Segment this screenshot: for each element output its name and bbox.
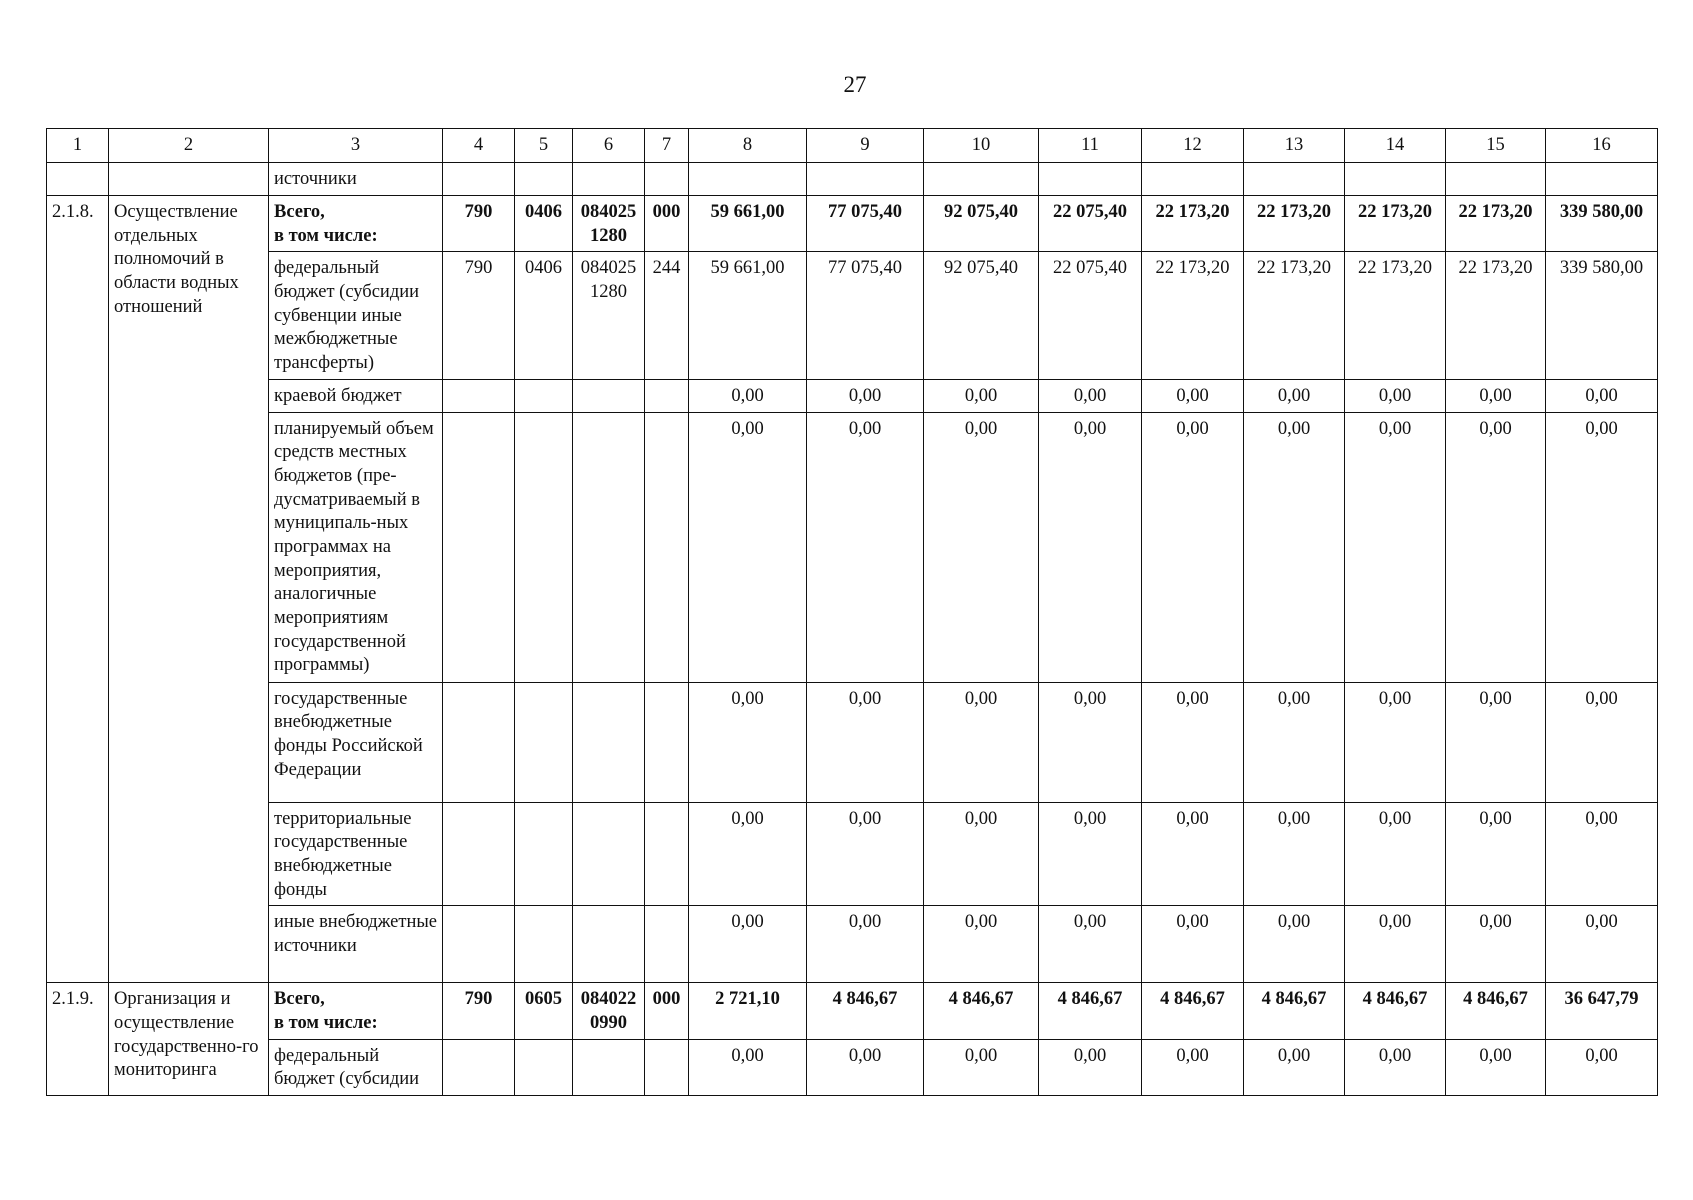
grbs-cell: 790 — [443, 196, 515, 252]
table-row — [47, 802, 1658, 906]
grbs-cell — [443, 412, 515, 682]
value-cell: 0,00 — [1039, 906, 1142, 983]
value-cell: 0,00 — [924, 1039, 1039, 1095]
cell-line: федеральный бюджет (субсидии — [274, 1045, 420, 1090]
value-cell: 22 075,40 — [1039, 252, 1142, 379]
table-cell — [109, 163, 269, 196]
value-cell: 0,00 — [1244, 682, 1345, 802]
csr-cell — [573, 1039, 645, 1095]
csr-cell — [573, 252, 645, 379]
table-cell — [573, 163, 645, 196]
value-cell: 0,00 — [1345, 906, 1446, 983]
value-cell: 0,00 — [1039, 802, 1142, 906]
value-cell: 0,00 — [1142, 379, 1244, 412]
rzpr-cell — [515, 682, 573, 802]
column-number: 1 — [47, 129, 109, 163]
grbs-cell — [443, 802, 515, 906]
csr-cell — [573, 379, 645, 412]
value-cell: 0,00 — [1039, 682, 1142, 802]
vr-cell — [645, 1039, 689, 1095]
table-cell — [924, 163, 1039, 196]
rzpr-cell — [515, 379, 573, 412]
value-cell: 0,00 — [1546, 412, 1658, 682]
cell-line: краевой бюджет — [274, 385, 402, 406]
value-cell: 0,00 — [924, 682, 1039, 802]
value-cell: 0,00 — [1345, 1039, 1446, 1095]
value-cell: 0,00 — [1142, 1039, 1244, 1095]
value-cell: 0,00 — [807, 682, 924, 802]
value-cell: 0,00 — [1446, 802, 1546, 906]
cell-line: государственные внебюджетные фонды Российской Федерации — [274, 688, 423, 780]
value-cell: 22 173,20 — [1345, 196, 1446, 252]
source-cell — [269, 906, 443, 983]
vr-cell — [645, 682, 689, 802]
grbs-cell — [443, 379, 515, 412]
csr-cell — [573, 983, 645, 1039]
value-cell: 4 846,67 — [1039, 983, 1142, 1039]
csr-cell — [573, 906, 645, 983]
value-cell: 0,00 — [1546, 802, 1658, 906]
vr-cell: 000 — [645, 983, 689, 1039]
value-cell: 0,00 — [924, 379, 1039, 412]
rzpr-cell: 0406 — [515, 196, 573, 252]
vr-cell: 000 — [645, 196, 689, 252]
cell-line: в том числе: — [274, 225, 378, 246]
column-number: 16 — [1546, 129, 1658, 163]
vr-cell — [645, 379, 689, 412]
source-cell — [269, 983, 443, 1039]
cell-line: Всего, — [274, 989, 325, 1010]
value-cell: 0,00 — [1345, 412, 1446, 682]
value-cell: 0,00 — [1142, 412, 1244, 682]
cell-line: Всего, — [274, 202, 325, 222]
cell-line: федеральный бюджет (субсидии субвенции иные межбюджетные трансферты) — [274, 258, 420, 374]
csr-cell — [573, 196, 645, 252]
value-cell: 0,00 — [807, 379, 924, 412]
rzpr-cell: 0605 — [515, 983, 573, 1039]
continuation-row — [47, 163, 1658, 196]
cell-line: 1280 — [590, 225, 627, 246]
table-row — [47, 1039, 1658, 1095]
rzpr-cell — [515, 906, 573, 983]
value-cell: 0,00 — [689, 1039, 807, 1095]
table-cell — [47, 163, 109, 196]
table-cell — [1039, 163, 1142, 196]
vr-cell: 244 — [645, 252, 689, 379]
column-number: 5 — [515, 129, 573, 163]
cell-line: 0990 — [590, 1013, 627, 1034]
value-cell: 0,00 — [1142, 802, 1244, 906]
value-cell: 0,00 — [689, 682, 807, 802]
value-cell: 0,00 — [1546, 1039, 1658, 1095]
table-row — [47, 379, 1658, 412]
value-cell: 22 173,20 — [1446, 252, 1546, 379]
value-cell: 77 075,40 — [807, 252, 924, 379]
table-row — [47, 252, 1658, 379]
value-cell: 92 075,40 — [924, 252, 1039, 379]
table-row — [47, 906, 1658, 983]
column-number: 8 — [689, 129, 807, 163]
value-cell: 0,00 — [807, 1039, 924, 1095]
value-cell: 0,00 — [1345, 802, 1446, 906]
value-cell: 0,00 — [1446, 379, 1546, 412]
column-number: 6 — [573, 129, 645, 163]
cell-line: иные внебюджетные источники — [274, 912, 437, 957]
source-cell — [269, 802, 443, 906]
rzpr-cell — [515, 802, 573, 906]
table-cell — [1446, 163, 1546, 196]
column-number: 11 — [1039, 129, 1142, 163]
column-number: 7 — [645, 129, 689, 163]
value-cell: 0,00 — [1244, 1039, 1345, 1095]
value-cell: 0,00 — [1039, 379, 1142, 412]
table-cell — [1546, 163, 1658, 196]
table-cell — [1244, 163, 1345, 196]
rzpr-cell: 0406 — [515, 252, 573, 379]
table-row — [47, 682, 1658, 802]
rzpr-cell — [515, 412, 573, 682]
value-cell: 0,00 — [1546, 379, 1658, 412]
value-cell: 339 580,00 — [1546, 196, 1658, 252]
value-cell: 22 173,20 — [1142, 252, 1244, 379]
rzpr-cell — [515, 1039, 573, 1095]
grbs-cell — [443, 682, 515, 802]
column-number: 2 — [109, 129, 269, 163]
value-cell: 0,00 — [1142, 906, 1244, 983]
page-number: 27 — [843, 72, 867, 97]
value-cell: 0,00 — [1345, 379, 1446, 412]
value-cell: 0,00 — [1039, 1039, 1142, 1095]
value-cell: 22 173,20 — [1446, 196, 1546, 252]
value-cell: 59 661,00 — [689, 196, 807, 252]
value-cell: 0,00 — [1446, 906, 1546, 983]
value-cell: 0,00 — [1244, 802, 1345, 906]
value-cell: 22 173,20 — [1345, 252, 1446, 379]
grbs-cell: 790 — [443, 983, 515, 1039]
table-row — [47, 983, 1658, 1039]
source-cell — [269, 196, 443, 252]
cell-line: в том числе: — [274, 1013, 378, 1034]
value-cell: 0,00 — [689, 379, 807, 412]
value-cell: 22 173,20 — [1244, 196, 1345, 252]
table-row — [47, 196, 1658, 252]
value-cell: 0,00 — [1039, 412, 1142, 682]
cell-line: планируемый объем средств местных бюджетов (пре-дусматриваемый в муниципаль-ных программах на мероприятия, аналогичные мероприятиям государственной программы) — [274, 418, 434, 676]
value-cell: 22 173,20 — [1142, 196, 1244, 252]
source-cell — [269, 682, 443, 802]
value-cell: 77 075,40 — [807, 196, 924, 252]
column-number: 3 — [269, 129, 443, 163]
budget-table — [46, 128, 1658, 1096]
table-cell — [645, 163, 689, 196]
value-cell: 22 173,20 — [1244, 252, 1345, 379]
csr-cell — [573, 412, 645, 682]
column-number: 9 — [807, 129, 924, 163]
table-cell — [1142, 163, 1244, 196]
item-name-cell: Организация и осуществление государственно-го мониторинга — [109, 983, 269, 1096]
table-cell — [1345, 163, 1446, 196]
value-cell: 0,00 — [689, 802, 807, 906]
value-cell: 0,00 — [924, 906, 1039, 983]
value-cell: 0,00 — [924, 412, 1039, 682]
table-cell — [515, 163, 573, 196]
column-number: 13 — [1244, 129, 1345, 163]
value-cell: 0,00 — [1546, 906, 1658, 983]
value-cell: 0,00 — [1244, 906, 1345, 983]
value-cell: 0,00 — [807, 906, 924, 983]
column-number: 12 — [1142, 129, 1244, 163]
source-cell: источники — [269, 163, 443, 196]
value-cell: 0,00 — [1546, 682, 1658, 802]
value-cell: 2 721,10 — [689, 983, 807, 1039]
source-cell — [269, 252, 443, 379]
item-number-cell: 2.1.8. — [47, 196, 109, 983]
table-cell — [689, 163, 807, 196]
vr-cell — [645, 906, 689, 983]
item-number-cell: 2.1.9. — [47, 983, 109, 1096]
value-cell: 36 647,79 — [1546, 983, 1658, 1039]
value-cell: 0,00 — [1446, 1039, 1546, 1095]
grbs-cell — [443, 906, 515, 983]
value-cell: 4 846,67 — [1142, 983, 1244, 1039]
item-name-cell: Осуществление отдельных полномочий в области водных отношений — [109, 196, 269, 983]
value-cell: 59 661,00 — [689, 252, 807, 379]
cell-line: 084025 — [580, 202, 637, 222]
column-number: 15 — [1446, 129, 1546, 163]
value-cell: 4 846,67 — [1345, 983, 1446, 1039]
value-cell: 0,00 — [689, 412, 807, 682]
grbs-cell: 790 — [443, 252, 515, 379]
value-cell: 0,00 — [924, 802, 1039, 906]
cell-line: территориальные государственные внебюджетные фонды — [274, 808, 412, 900]
value-cell: 0,00 — [1345, 682, 1446, 802]
table-cell — [807, 163, 924, 196]
vr-cell — [645, 412, 689, 682]
source-cell — [269, 1039, 443, 1095]
value-cell: 339 580,00 — [1546, 252, 1658, 379]
value-cell: 4 846,67 — [807, 983, 924, 1039]
csr-cell — [573, 802, 645, 906]
column-number: 10 — [924, 129, 1039, 163]
value-cell: 0,00 — [1142, 682, 1244, 802]
value-cell: 0,00 — [1244, 412, 1345, 682]
value-cell: 4 846,67 — [924, 983, 1039, 1039]
cell-line: 1280 — [590, 282, 627, 303]
value-cell: 0,00 — [1446, 412, 1546, 682]
value-cell: 0,00 — [1244, 379, 1345, 412]
table-row — [47, 412, 1658, 682]
value-cell: 92 075,40 — [924, 196, 1039, 252]
value-cell: 0,00 — [1446, 682, 1546, 802]
table-cell — [443, 163, 515, 196]
grbs-cell — [443, 1039, 515, 1095]
csr-cell — [573, 682, 645, 802]
source-cell — [269, 412, 443, 682]
value-cell: 4 846,67 — [1244, 983, 1345, 1039]
vr-cell — [645, 802, 689, 906]
value-cell: 4 846,67 — [1446, 983, 1546, 1039]
column-number: 4 — [443, 129, 515, 163]
source-cell — [269, 379, 443, 412]
value-cell: 22 075,40 — [1039, 196, 1142, 252]
value-cell: 0,00 — [689, 906, 807, 983]
column-number: 14 — [1345, 129, 1446, 163]
cell-line: 084025 — [580, 258, 637, 279]
column-number-row — [47, 129, 1658, 163]
cell-line: 084022 — [580, 989, 637, 1010]
value-cell: 0,00 — [807, 412, 924, 682]
value-cell: 0,00 — [807, 802, 924, 906]
